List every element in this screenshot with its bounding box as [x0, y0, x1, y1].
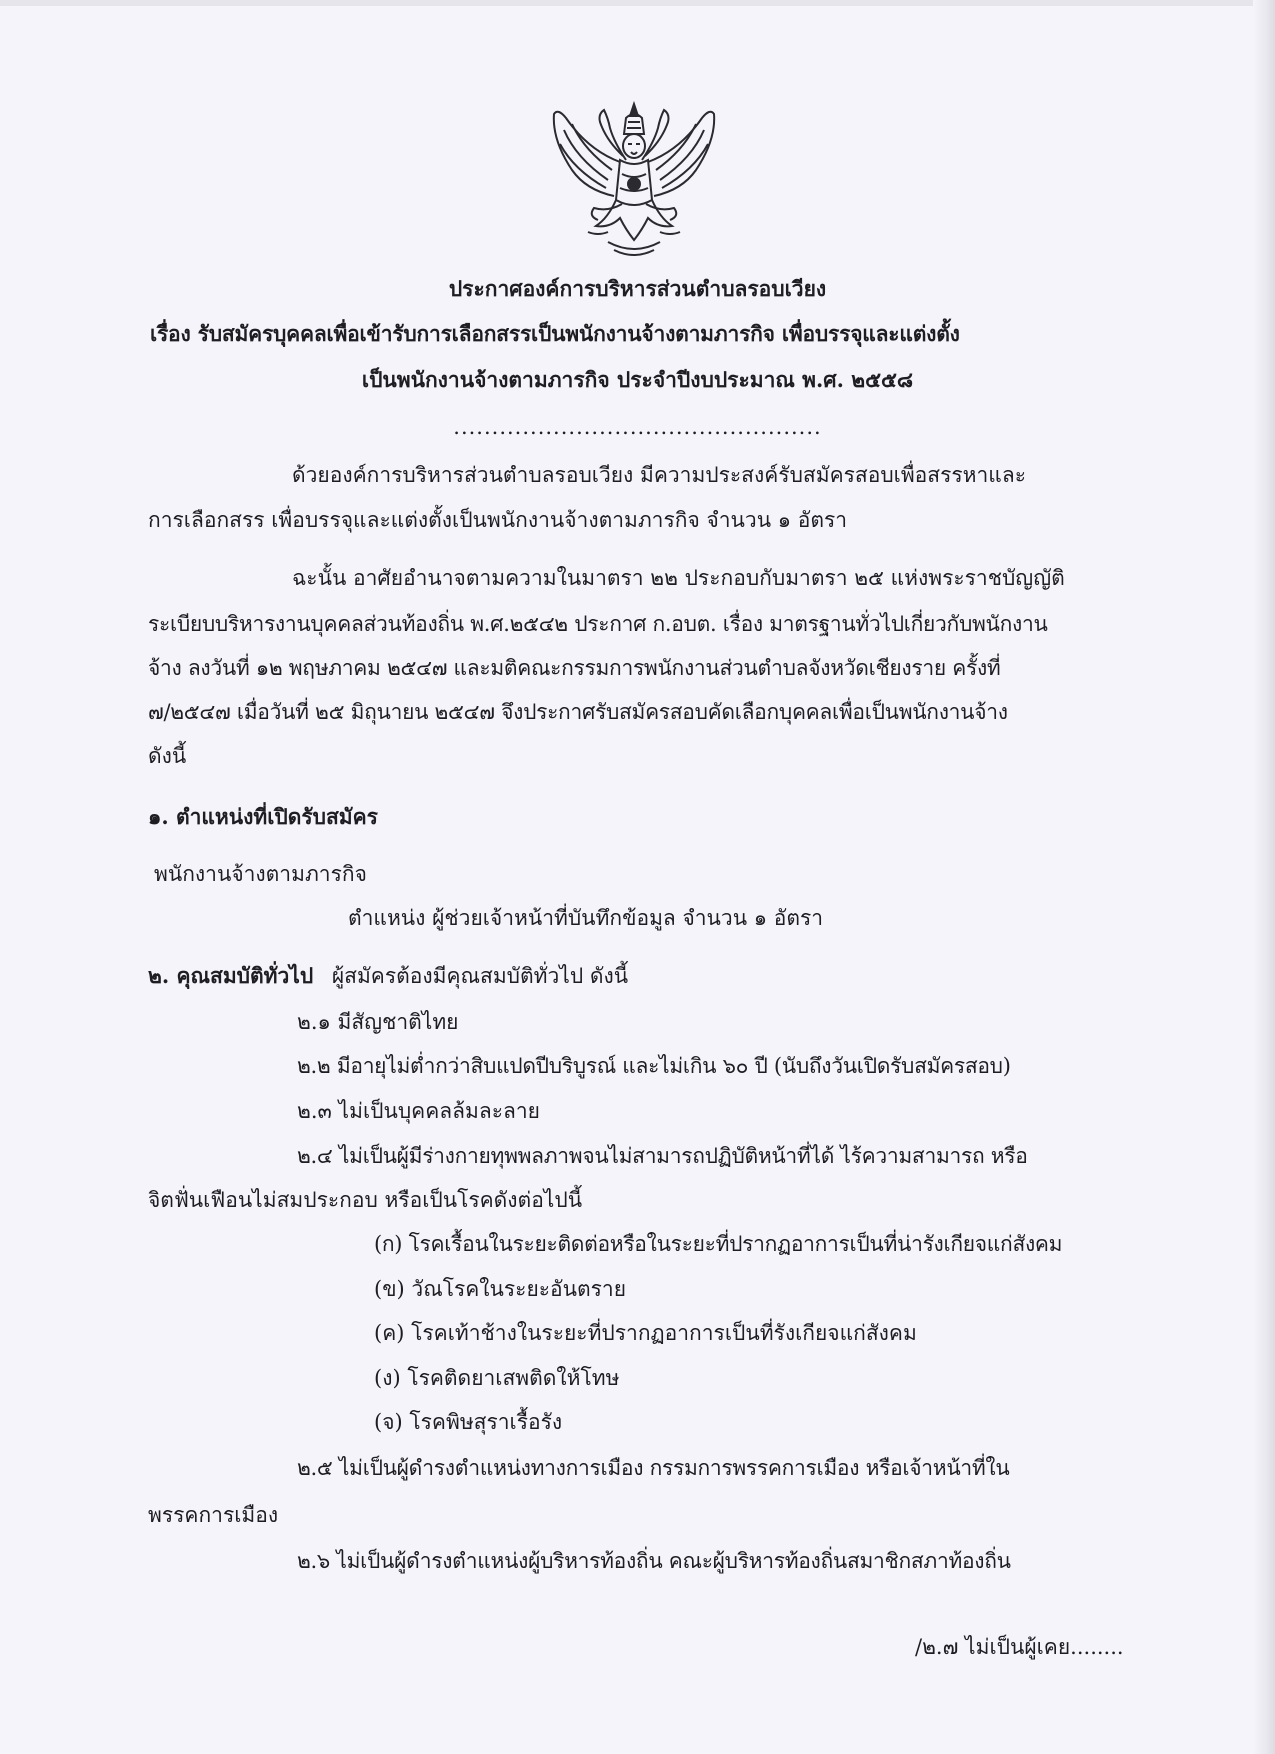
- item-2-1: ๒.๑ มีสัญชาติไทย: [297, 1010, 459, 1034]
- subject-line-1: เรื่อง รับสมัครบุคคลเพื่อเข้ารับการเลือกสรรเป็นพนักงานจ้างตามภารกิจ เพื่อบรรจุและแต่งตั้ง: [150, 321, 960, 346]
- disease-a: (ก) โรคเรื้อนในระยะติดต่อหรือในระยะที่ปรากฏอาการเป็นที่น่ารังเกียจแก่สังคม: [374, 1232, 1063, 1256]
- section1-heading: ๑. ตำแหน่งที่เปิดรับสมัคร: [148, 804, 378, 829]
- intro-line-2: การเลือกสรร เพื่อบรรจุและแต่งตั้งเป็นพนักงานจ้างตามภารกิจ จำนวน ๑ อัตรา: [148, 508, 848, 532]
- intro-line-1: ด้วยองค์การบริหารส่วนตำบลรอบเวียง มีความประสงค์รับสมัครสอบเพื่อสรรหาและ: [292, 463, 1026, 487]
- disease-d: (ง) โรคติดยาเสพติดให้โทษ: [374, 1366, 620, 1390]
- item-2-6: ๒.๖ ไม่เป็นผู้ดำรงตำแหน่งผู้บริหารท้องถิ่น คณะผู้บริหารท้องถิ่นสมาชิกสภาท้องถิ่น: [297, 1549, 1011, 1573]
- page-continuation: /๒.๗ ไม่เป็นผู้เคย........: [915, 1635, 1124, 1659]
- section2-heading-row: [148, 961, 628, 991]
- subject-line-2: เป็นพนักงานจ้างตามภารกิจ ประจำปีงบประมาณ พ.ศ. ๒๕๕๘: [361, 367, 914, 392]
- garuda-emblem-icon: [548, 100, 720, 262]
- disease-c: (ค) โรคเท้าช้างในระยะที่ปรากฏอาการเป็นที่รังเกียจแก่สังคม: [374, 1321, 917, 1345]
- disease-e: (จ) โรคพิษสุราเรื้อรัง: [374, 1410, 563, 1434]
- disease-b: (ข) วัณโรคในระยะอันตราย: [374, 1277, 627, 1301]
- section1-employee-type: พนักงานจ้างตามภารกิจ: [154, 862, 367, 886]
- item-2-5-line-1: ๒.๕ ไม่เป็นผู้ดำรงตำแหน่งทางการเมือง กรรมการพรรคการเมือง หรือเจ้าหน้าที่ใน: [297, 1456, 1010, 1480]
- para2-line-1: ฉะนั้น อาศัยอำนาจตามความในมาตรา ๒๒ ประกอบกับมาตรา ๒๕ แห่งพระราชบัญญัติ: [292, 566, 1065, 590]
- item-2-2: ๒.๒ มีอายุไม่ต่ำกว่าสิบแปดปีบริบูรณ์ และไม่เกิน ๖๐ ปี (นับถึงวันเปิดรับสมัครสอบ): [297, 1054, 1011, 1078]
- announcement-title: ประกาศองค์การบริหารส่วนตำบลรอบเวียง: [448, 276, 827, 301]
- section2-heading: ๒. คุณสมบัติทั่วไป: [148, 963, 314, 988]
- header-separator: ................................................: [453, 415, 822, 439]
- para2-line-5: ดังนี้: [148, 744, 187, 768]
- para2-line-3: จ้าง ลงวันที่ ๑๒ พฤษภาคม ๒๕๔๗ และมติคณะกรรมการพนักงานส่วนตำบลจังหวัดเชียงราย ครั้งที่: [148, 656, 1001, 680]
- item-2-4-line-1: ๒.๔ ไม่เป็นผู้มีร่างกายทุพพลภาพจนไม่สามารถปฏิบัติหน้าที่ได้ ไร้ความสามารถ หรือ: [297, 1144, 1028, 1168]
- scan-top-edge: [0, 0, 1275, 6]
- para2-line-4: ๗/๒๕๔๗ เมื่อวันที่ ๒๕ มิถุนายน ๒๕๔๗ จึงประกาศรับสมัครสอบคัดเลือกบุคคลเพื่อเป็นพนักงานจ้าง: [148, 700, 1008, 724]
- scan-right-edge: [1253, 0, 1275, 1754]
- item-2-3: ๒.๓ ไม่เป็นบุคคลล้มละลาย: [297, 1099, 540, 1123]
- item-2-4-line-2: จิตฟั่นเฟือนไม่สมประกอบ หรือเป็นโรคดังต่อไปนี้: [148, 1188, 583, 1212]
- section1-position: ตำแหน่ง ผู้ช่วยเจ้าหน้าที่บันทึกข้อมูล จำนวน ๑ อัตรา: [348, 906, 824, 930]
- para2-line-2: ระเบียบบริหารงานบุคคลส่วนท้องถิ่น พ.ศ.๒๕๔๒ ประกาศ ก.อบต. เรื่อง มาตรฐานทั่วไปเกี่ยวกับพนักงาน: [148, 612, 1048, 636]
- section2-intro: ผู้สมัครต้องมีคุณสมบัติทั่วไป ดังนี้: [331, 964, 629, 988]
- item-2-5-line-2: พรรคการเมือง: [148, 1503, 279, 1527]
